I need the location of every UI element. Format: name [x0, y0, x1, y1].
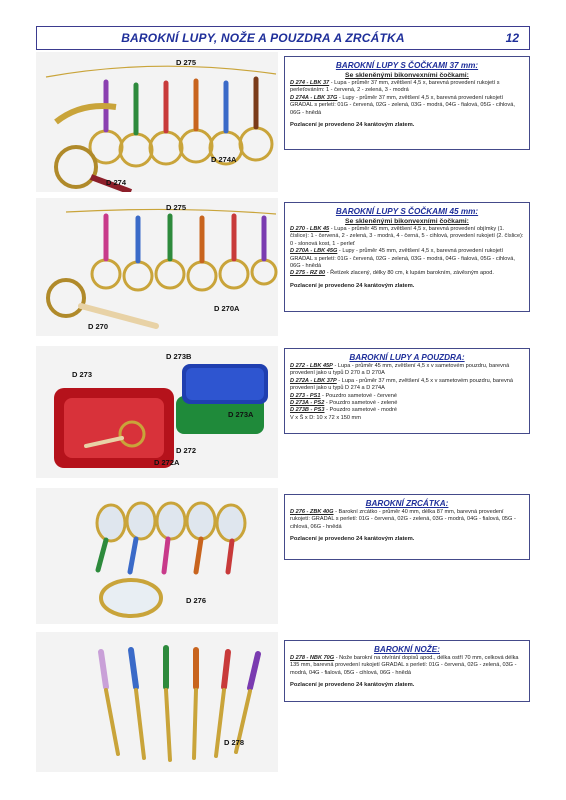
product-photo-lupy-45	[36, 198, 278, 336]
product-desc: - Pouzdro sametové - zelené	[324, 400, 398, 407]
section-lupy-37	[36, 52, 530, 192]
section-lupy-pouzdra	[36, 346, 530, 478]
product-photo-lupy-37	[36, 52, 278, 192]
product-line	[290, 80, 524, 95]
gilding-note: Pozlacení je provedeno 24 karátovým zlatem.	[290, 122, 415, 129]
product-line	[290, 95, 524, 117]
product-code: D 273 - PS1	[290, 392, 321, 399]
section-noze	[36, 632, 530, 772]
product-line	[290, 270, 524, 277]
product-line	[290, 393, 524, 400]
label-d273: D 273	[72, 370, 93, 379]
section-heading: BAROKNÍ LUPY S ČOČKAMI 37 mm:	[335, 61, 479, 70]
section-heading: BAROKNÍ LUPY S ČOČKAMI 45 mm:	[335, 207, 479, 216]
label-d276: D 276	[186, 596, 207, 605]
product-line	[290, 248, 524, 270]
product-line	[290, 509, 524, 531]
label-d272a: D 272A	[154, 458, 180, 467]
label-d275: D 275	[176, 58, 197, 67]
product-code: D 272A - LBK 37P	[290, 377, 337, 384]
product-line	[290, 400, 524, 407]
product-line	[290, 378, 524, 393]
info-box-lupy-45	[284, 202, 530, 312]
knife-illustration	[36, 632, 278, 772]
label-d270a: D 270A	[214, 304, 240, 313]
product-desc: - Lupy - průměr 37 mm, zvětšení 4,5 x, barevná provedení rukojetí GRADAL s perletí: 01G - červená, 02G - zelená, 03G - modrá, 04G - fialová, 05G - cihlová, 06G - hnědá	[290, 94, 515, 116]
page-title: BAROKNÍ LUPY, NOŽE A POUZDRA A ZRCÁTKA	[121, 31, 405, 45]
product-code: D 275 - RZ 80	[290, 270, 326, 277]
section-lupy-45	[36, 198, 530, 336]
gilding-note: Pozlacení je provedeno 24 karátovým zlatem.	[290, 682, 415, 689]
product-desc: - Lupa - průměr 45 mm, zvětšení 4,5 x v sametovém pouzdru, barevná provedení jako u typů D 270 a D 270A	[290, 363, 510, 377]
product-line	[290, 363, 524, 378]
page-header	[36, 26, 530, 50]
label-d274: D 274	[106, 178, 127, 187]
label-d278: D 278	[224, 738, 245, 747]
label-d273b: D 273B	[166, 352, 192, 361]
info-box-noze	[284, 640, 530, 702]
product-desc: - Pouzdro sametové - modré	[324, 407, 397, 414]
product-code: D 278 - NBK 70G	[290, 655, 335, 661]
magnifier-illustration	[36, 198, 278, 336]
product-line	[290, 655, 524, 677]
product-desc: - Lupy - průměr 45 mm, zvětšení 4,5 x, barevná provedení rukojetí GRADAL s perletí: 01G - červená, 02G - zelená, 03G - modrá, 04G - fialová, 05G - cihlová, 06G - hnědá	[290, 248, 515, 270]
label-d273a: D 273A	[228, 410, 254, 419]
product-photo-noze	[36, 632, 278, 772]
product-photo-zrcatka	[36, 488, 278, 624]
magnifier-illustration	[36, 52, 278, 192]
product-photo-pouzdra	[36, 346, 278, 478]
page-number: 12	[505, 31, 519, 45]
section-subheading: Se skleněnými bikonvexními čočkami:	[345, 218, 469, 225]
info-box-zrcatka	[284, 494, 530, 560]
label-d274a: D 274A	[211, 155, 237, 164]
dimensions: V x Š x D: 10 x 72 x 150 mm	[290, 414, 361, 421]
product-code: D 276 - ZBK 40G	[290, 509, 334, 515]
product-code: D 274A - LBK 37G	[290, 94, 338, 101]
label-d275: D 275	[166, 203, 187, 212]
section-heading: BAROKNÍ NOŽE:	[374, 645, 440, 654]
mirror-illustration	[36, 488, 278, 624]
product-desc: - Nože barokní na otvírání dopisů apod., délka ostří 70 mm, celková délka 135 mm, barevná provedení rukojetí GRADAL s perletí: 01G - červená, 02G - zelená, 03G - modrá, 04G - fialová, 05G - cihlová, 06G - hnědá	[290, 655, 519, 676]
label-d270: D 270	[88, 322, 109, 331]
product-line	[290, 407, 524, 414]
product-code: D 273A - PS2	[290, 400, 325, 407]
product-code: D 270A - LBK 45G	[290, 248, 338, 255]
product-desc: - Lupa - průměr 37 mm, zvětšení 4,5 x v sametovém pouzdru, barevná provedení jako u typů D 274 a D 274A	[290, 377, 514, 392]
product-desc: - Lupa - průměr 37 mm, zvětšení 4,5 x, barevná provedení rukojetí s perleťováním: 1 - červená, 2 - zelená, 3 - modrá	[290, 80, 500, 94]
product-desc: - Barokní zrcátko - průměr 40 mm, délka 87 mm, barevná provedení rukojetí: GRADAL s perletí: 01G - červená, 02G - zelená, 03G - modrá, 04G - fialová, 05G - cihlová, 06G - hnědá	[290, 509, 516, 530]
product-code: D 272 - LBK 45P	[290, 363, 333, 369]
product-code: D 274 - LBK 37	[290, 80, 330, 86]
info-box-lupy-37	[284, 56, 530, 150]
product-line	[290, 226, 524, 248]
section-heading: BAROKNÍ LUPY A POUZDRA:	[349, 353, 465, 362]
section-subheading: Se skleněnými bikonvexními čočkami:	[345, 72, 469, 79]
section-heading: BAROKNÍ ZRCÁTKA:	[365, 499, 449, 508]
gilding-note: Pozlacení je provedeno 24 karátovým zlatem.	[290, 282, 415, 289]
product-code: D 273B - PS3	[290, 407, 325, 414]
section-zrcatka	[36, 488, 530, 624]
gilding-note: Pozlacení je provedeno 24 karátovým zlatem.	[290, 536, 415, 543]
product-desc: - Lupa - průměr 45 mm, zvětšení 4,5 x, barevná provedení objímky (1. číslice): 1 - červená, 2 - zelená, 3 - modrá, 4 - černá, 5 - cihlová, provedení rukojetí (2. číslice): 0 - slonová kost, 1 - perleť	[290, 226, 524, 247]
label-d272: D 272	[176, 446, 197, 455]
product-code: D 270 - LBK 45	[290, 226, 330, 232]
product-desc: - Pouzdro sametové - červené	[320, 392, 397, 399]
info-box-pouzdra	[284, 348, 530, 434]
product-desc: - Řetízek zlacený, délky 80 cm, k lupám barokním, závěsným apod.	[325, 270, 494, 277]
